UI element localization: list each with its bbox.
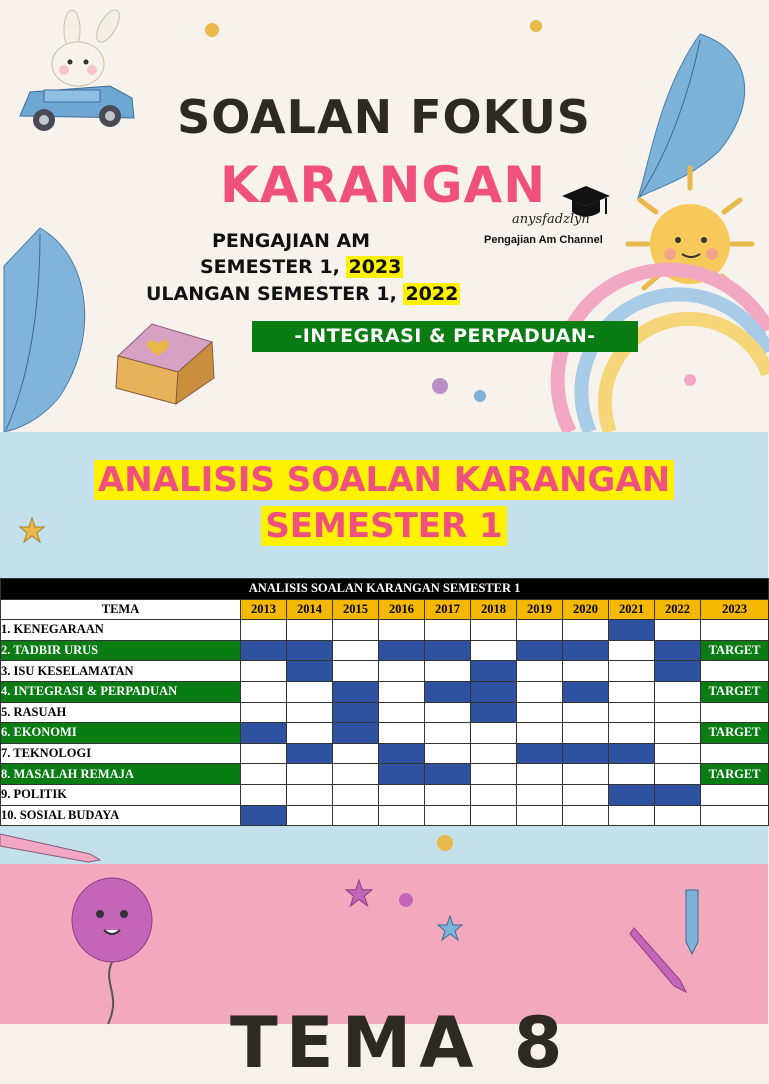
year-mark-empty bbox=[333, 784, 379, 805]
table-row bbox=[1, 640, 769, 661]
year-mark-empty bbox=[287, 784, 333, 805]
year-mark-empty bbox=[241, 681, 287, 702]
table-caption: ANALISIS SOALAN KARANGAN SEMESTER 1 bbox=[1, 579, 769, 600]
year-header-2015: 2015 bbox=[333, 599, 379, 620]
year-mark-empty bbox=[517, 681, 563, 702]
star-icon bbox=[344, 878, 374, 908]
target-cell bbox=[701, 805, 769, 826]
year-header-2022: 2022 bbox=[655, 599, 701, 620]
confetti-dot bbox=[436, 834, 454, 852]
tema-label: 4. INTEGRASI & PERPADUAN bbox=[1, 681, 241, 702]
tema-label: 2. TADBIR URUS bbox=[1, 640, 241, 661]
target-cell: TARGET bbox=[701, 640, 769, 661]
year-header-2020: 2020 bbox=[563, 599, 609, 620]
year-mark-filled bbox=[563, 681, 609, 702]
year-mark-filled bbox=[563, 743, 609, 764]
year-mark-empty bbox=[241, 764, 287, 785]
year-mark-empty bbox=[609, 764, 655, 785]
subject-label: PENGAJIAN AM bbox=[212, 230, 371, 252]
year-mark-empty bbox=[241, 702, 287, 723]
year-mark-empty bbox=[241, 743, 287, 764]
year-mark-empty bbox=[241, 661, 287, 682]
semester-prefix: SEMESTER 1, bbox=[200, 256, 340, 278]
year-mark-empty bbox=[333, 661, 379, 682]
partial-theme-heading: TEMA 8 bbox=[230, 1002, 571, 1084]
year-mark-empty bbox=[655, 620, 701, 641]
slide-analysis bbox=[0, 432, 768, 864]
target-cell: TARGET bbox=[701, 723, 769, 744]
year-mark-filled bbox=[333, 723, 379, 744]
year-mark-filled bbox=[379, 640, 425, 661]
year-mark-empty bbox=[471, 620, 517, 641]
balloon-illustration bbox=[62, 874, 162, 1024]
year-mark-filled bbox=[655, 784, 701, 805]
star-icon bbox=[436, 914, 464, 942]
table-row bbox=[1, 681, 769, 702]
year-mark-empty bbox=[287, 702, 333, 723]
year-mark-filled bbox=[287, 661, 333, 682]
year-mark-filled bbox=[655, 640, 701, 661]
year-mark-filled bbox=[379, 743, 425, 764]
year-mark-empty bbox=[379, 661, 425, 682]
year-header-2014: 2014 bbox=[287, 599, 333, 620]
theme-banner: -INTEGRASI & PERPADUAN- bbox=[252, 321, 638, 352]
year-mark-empty bbox=[471, 784, 517, 805]
tema-column-header: TEMA bbox=[1, 599, 241, 620]
year-mark-empty bbox=[471, 764, 517, 785]
semester-year: 2023 bbox=[348, 256, 402, 278]
tema-label: 7. TEKNOLOGI bbox=[1, 743, 241, 764]
year-mark-filled bbox=[517, 743, 563, 764]
year-mark-filled bbox=[333, 702, 379, 723]
analysis-table bbox=[0, 578, 769, 826]
year-mark-empty bbox=[471, 723, 517, 744]
year-mark-empty bbox=[517, 805, 563, 826]
year-mark-filled bbox=[333, 681, 379, 702]
year-mark-empty bbox=[333, 620, 379, 641]
tema-label: 9. POLITIK bbox=[1, 784, 241, 805]
year-mark-empty bbox=[655, 723, 701, 744]
year-mark-empty bbox=[379, 620, 425, 641]
year-mark-filled bbox=[241, 805, 287, 826]
house-illustration bbox=[112, 316, 218, 406]
target-cell: TARGET bbox=[701, 764, 769, 785]
table-row bbox=[1, 702, 769, 723]
table-row bbox=[1, 661, 769, 682]
year-header-2021: 2021 bbox=[609, 599, 655, 620]
year-mark-empty bbox=[425, 743, 471, 764]
year-mark-empty bbox=[379, 702, 425, 723]
tema-label: 6. EKONOMI bbox=[1, 723, 241, 744]
year-mark-filled bbox=[425, 764, 471, 785]
year-mark-empty bbox=[471, 805, 517, 826]
target-cell bbox=[701, 743, 769, 764]
year-mark-empty bbox=[425, 661, 471, 682]
year-mark-empty bbox=[655, 764, 701, 785]
year-mark-empty bbox=[563, 784, 609, 805]
year-mark-empty bbox=[517, 661, 563, 682]
year-mark-filled bbox=[425, 640, 471, 661]
table-row bbox=[1, 723, 769, 744]
year-mark-filled bbox=[471, 661, 517, 682]
year-mark-empty bbox=[655, 702, 701, 723]
year-mark-filled bbox=[471, 681, 517, 702]
year-mark-empty bbox=[563, 723, 609, 744]
year-mark-empty bbox=[379, 723, 425, 744]
year-mark-empty bbox=[333, 805, 379, 826]
year-mark-empty bbox=[563, 702, 609, 723]
year-header-2019: 2019 bbox=[517, 599, 563, 620]
target-cell: TARGET bbox=[701, 681, 769, 702]
year-mark-empty bbox=[241, 784, 287, 805]
year-mark-empty bbox=[287, 723, 333, 744]
analysis-title-line1: ANALISIS SOALAN KARANGAN bbox=[0, 460, 768, 500]
year-mark-filled bbox=[241, 640, 287, 661]
year-mark-empty bbox=[655, 681, 701, 702]
table-row bbox=[1, 743, 769, 764]
year-mark-empty bbox=[563, 805, 609, 826]
year-mark-filled bbox=[655, 661, 701, 682]
year-mark-empty bbox=[563, 661, 609, 682]
year-mark-filled bbox=[609, 620, 655, 641]
year-mark-empty bbox=[563, 764, 609, 785]
leaf-illustration-left bbox=[0, 226, 110, 432]
year-mark-empty bbox=[517, 784, 563, 805]
table-row bbox=[1, 805, 769, 826]
year-mark-empty bbox=[609, 661, 655, 682]
target-cell bbox=[701, 620, 769, 641]
table-row bbox=[1, 784, 769, 805]
title-soalan-fokus: SOALAN FOKUS bbox=[177, 90, 591, 144]
table-row bbox=[1, 620, 769, 641]
year-mark-empty bbox=[425, 620, 471, 641]
year-mark-filled bbox=[609, 784, 655, 805]
title-karangan: KARANGAN bbox=[220, 156, 547, 214]
year-header-2018: 2018 bbox=[471, 599, 517, 620]
target-cell bbox=[701, 702, 769, 723]
year-header-2013: 2013 bbox=[241, 599, 287, 620]
tema-label: 10. SOSIAL BUDAYA bbox=[1, 805, 241, 826]
year-mark-filled bbox=[563, 640, 609, 661]
year-mark-empty bbox=[609, 681, 655, 702]
year-mark-filled bbox=[425, 681, 471, 702]
year-mark-empty bbox=[655, 743, 701, 764]
tema-label: 3. ISU KESELAMATAN bbox=[1, 661, 241, 682]
year-mark-empty bbox=[379, 784, 425, 805]
year-mark-empty bbox=[609, 640, 655, 661]
year-mark-empty bbox=[609, 702, 655, 723]
year-mark-filled bbox=[241, 723, 287, 744]
year-mark-empty bbox=[517, 723, 563, 744]
ulangan-year: 2022 bbox=[405, 283, 459, 305]
year-mark-empty bbox=[471, 743, 517, 764]
year-mark-empty bbox=[425, 723, 471, 744]
year-header-2017: 2017 bbox=[425, 599, 471, 620]
semester-line bbox=[200, 256, 403, 278]
year-mark-empty bbox=[333, 764, 379, 785]
year-mark-empty bbox=[379, 805, 425, 826]
confetti-dot bbox=[204, 22, 220, 38]
year-mark-filled bbox=[379, 764, 425, 785]
year-mark-empty bbox=[517, 764, 563, 785]
year-mark-empty bbox=[609, 723, 655, 744]
year-mark-filled bbox=[517, 640, 563, 661]
pencil-illustration bbox=[680, 886, 704, 956]
year-mark-empty bbox=[241, 620, 287, 641]
tema-label: 8. MASALAH REMAJA bbox=[1, 764, 241, 785]
year-mark-empty bbox=[287, 805, 333, 826]
year-mark-empty bbox=[425, 784, 471, 805]
year-mark-empty bbox=[609, 805, 655, 826]
year-mark-empty bbox=[563, 620, 609, 641]
year-mark-empty bbox=[517, 702, 563, 723]
tema-label: 1. KENEGARAAN bbox=[1, 620, 241, 641]
tema-label: 5. RASUAH bbox=[1, 702, 241, 723]
ulangan-line bbox=[146, 283, 460, 305]
year-mark-empty bbox=[471, 640, 517, 661]
year-mark-filled bbox=[287, 743, 333, 764]
year-header-2016: 2016 bbox=[379, 599, 425, 620]
confetti-dot bbox=[398, 892, 414, 908]
year-mark-empty bbox=[655, 805, 701, 826]
pencil-illustration bbox=[0, 824, 110, 864]
year-mark-filled bbox=[471, 702, 517, 723]
author-signature: anysfadzlyn bbox=[512, 212, 590, 227]
year-mark-empty bbox=[379, 681, 425, 702]
year-mark-filled bbox=[287, 640, 333, 661]
slide-theme-8 bbox=[0, 864, 768, 1084]
year-mark-empty bbox=[333, 640, 379, 661]
year-header-2023: 2023 bbox=[701, 599, 769, 620]
year-mark-filled bbox=[609, 743, 655, 764]
year-mark-empty bbox=[425, 805, 471, 826]
ulangan-prefix: ULANGAN SEMESTER 1, bbox=[146, 283, 397, 305]
table-row bbox=[1, 764, 769, 785]
analysis-title-line2: SEMESTER 1 bbox=[0, 506, 768, 546]
year-mark-empty bbox=[517, 620, 563, 641]
year-mark-empty bbox=[287, 620, 333, 641]
channel-name: Pengajian Am Channel bbox=[484, 234, 603, 246]
target-cell bbox=[701, 661, 769, 682]
year-mark-empty bbox=[333, 743, 379, 764]
year-mark-empty bbox=[425, 702, 471, 723]
slide-cover bbox=[0, 0, 768, 432]
target-cell bbox=[701, 784, 769, 805]
year-mark-empty bbox=[287, 681, 333, 702]
year-mark-empty bbox=[287, 764, 333, 785]
